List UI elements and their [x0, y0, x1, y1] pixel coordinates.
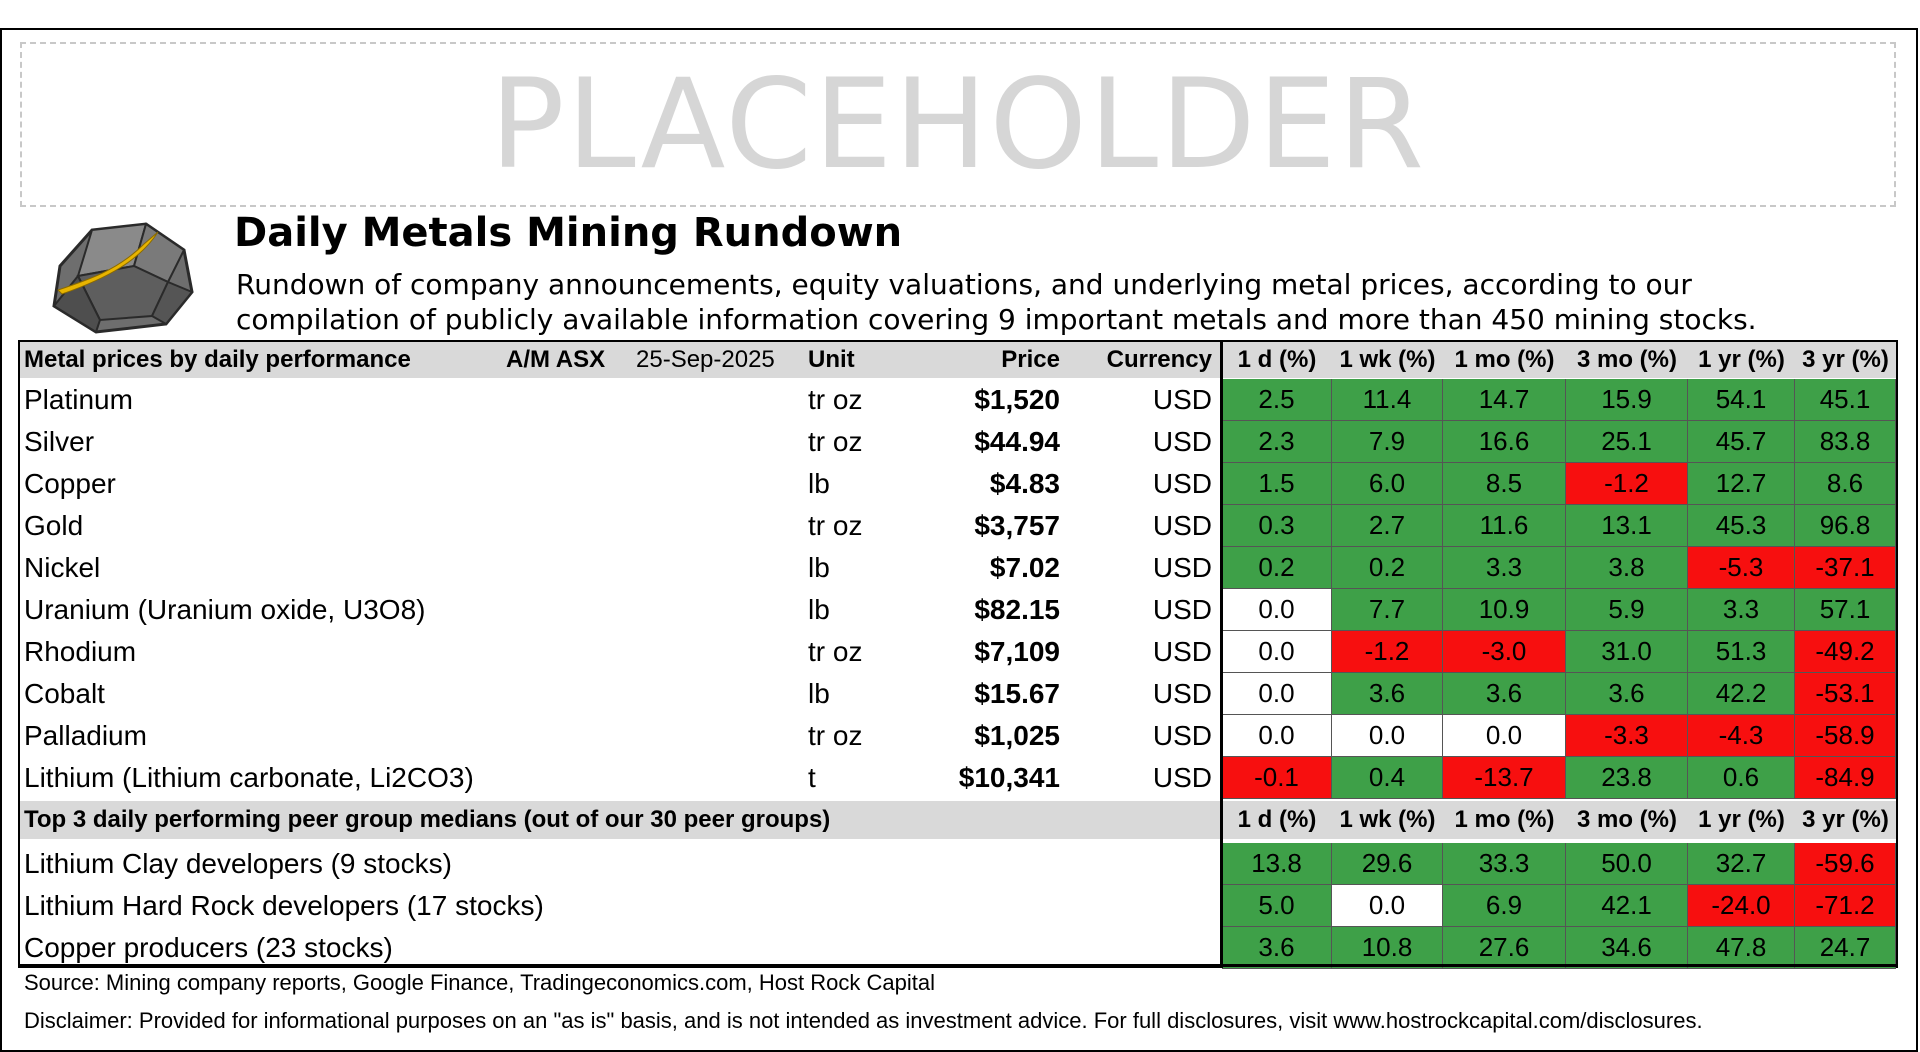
- metal-unit: lb: [808, 468, 830, 499]
- metal-currency: USD: [1152, 720, 1212, 751]
- metal-currency: USD: [1152, 510, 1212, 541]
- metal-change-cell: 16.6: [1443, 421, 1566, 463]
- prices-header-currency: Currency: [1106, 346, 1212, 373]
- prices-header-period: 1 d (%): [1222, 342, 1332, 378]
- metal-price: $4.83: [989, 468, 1060, 499]
- peers-header-period: 1 mo (%): [1443, 801, 1566, 839]
- metal-unit: lb: [808, 552, 830, 583]
- prices-header-unit: Unit: [808, 346, 855, 373]
- report-subtitle: [236, 267, 1896, 337]
- peer-change-cell: 24.7: [1795, 927, 1896, 969]
- peer-group-name: Lithium Clay developers (9 stocks): [24, 848, 452, 879]
- metal-change-cell: 45.3: [1688, 505, 1795, 547]
- peer-change-cell: -59.6: [1795, 843, 1896, 885]
- metal-unit: tr oz: [808, 720, 863, 751]
- metal-unit: tr oz: [808, 384, 863, 415]
- metal-change-cell: 10.9: [1443, 589, 1566, 631]
- peer-change-cell: 5.0: [1222, 885, 1332, 927]
- metal-name: Platinum: [24, 384, 133, 415]
- peers-header-label: Top 3 daily performing peer group medians (out of our 30 peer groups): [24, 806, 831, 833]
- metal-currency: USD: [1152, 762, 1212, 793]
- metal-change-cell: 0.2: [1222, 547, 1332, 589]
- metal-change-cell: -4.3: [1688, 715, 1795, 757]
- metal-price: $3,757: [974, 510, 1060, 541]
- report-title: Daily Metals Mining Rundown: [234, 210, 903, 256]
- metal-change-cell: 15.9: [1566, 379, 1688, 421]
- metal-currency: USD: [1152, 636, 1212, 667]
- peer-change-cell: 6.9: [1443, 885, 1566, 927]
- metal-change-cell: -3.3: [1566, 715, 1688, 757]
- metal-unit: tr oz: [808, 510, 863, 541]
- metal-change-cell: 0.0: [1222, 715, 1332, 757]
- peer-change-cell: 33.3: [1443, 843, 1566, 885]
- placeholder-banner: [20, 42, 1896, 207]
- metal-change-cell: -5.3: [1688, 547, 1795, 589]
- metal-change-cell: 11.4: [1332, 379, 1443, 421]
- metal-change-cell: 45.1: [1795, 379, 1896, 421]
- metal-name: Cobalt: [24, 678, 105, 709]
- metal-change-cell: 1.5: [1222, 463, 1332, 505]
- peers-header-period: 3 yr (%): [1795, 801, 1896, 839]
- peer-change-cell: -71.2: [1795, 885, 1896, 927]
- metal-change-cell: 5.9: [1566, 589, 1688, 631]
- metal-unit: lb: [808, 594, 830, 625]
- metal-change-cell: 0.0: [1222, 631, 1332, 673]
- metal-change-cell: 2.5: [1222, 379, 1332, 421]
- metal-name: Palladium: [24, 720, 147, 751]
- footer-separator: [18, 964, 1898, 967]
- disclaimer-note: Disclaimer: Provided for informational purposes on an "as is" basis, and is not intended as investment advice. For full disclosures, visit www.hostrockcapital.com/disclosures.: [24, 1008, 1703, 1033]
- prices-header-price: Price: [1001, 346, 1060, 373]
- metal-change-cell: 25.1: [1566, 421, 1688, 463]
- metal-change-cell: 3.6: [1443, 673, 1566, 715]
- peers-header-period: 1 d (%): [1222, 801, 1332, 839]
- metal-change-cell: 0.0: [1332, 715, 1443, 757]
- metal-change-cell: 12.7: [1688, 463, 1795, 505]
- peer-change-cell: 50.0: [1566, 843, 1688, 885]
- metal-change-cell: 8.6: [1795, 463, 1896, 505]
- metal-change-cell: -84.9: [1795, 757, 1896, 799]
- column-divider: [1220, 340, 1223, 968]
- metal-change-cell: -49.2: [1795, 631, 1896, 673]
- peer-change-cell: 0.0: [1332, 885, 1443, 927]
- peer-group-name: Copper producers (23 stocks): [24, 932, 393, 963]
- metal-name: Rhodium: [24, 636, 137, 667]
- metal-change-cell: 7.9: [1332, 421, 1443, 463]
- metal-change-cell: 0.4: [1332, 757, 1443, 799]
- prices-header-period: 3 yr (%): [1795, 342, 1896, 378]
- metal-price: $7,109: [974, 636, 1060, 667]
- peer-change-cell: 47.8: [1688, 927, 1795, 969]
- metal-change-cell: 3.8: [1566, 547, 1688, 589]
- metal-change-cell: -13.7: [1443, 757, 1566, 799]
- metal-change-cell: 3.6: [1566, 673, 1688, 715]
- metal-currency: USD: [1152, 384, 1212, 415]
- peers-header-period: 3 mo (%): [1566, 801, 1688, 839]
- metal-change-cell: 54.1: [1688, 379, 1795, 421]
- metal-change-cell: 42.2: [1688, 673, 1795, 715]
- metal-change-cell: -3.0: [1443, 631, 1566, 673]
- metal-name: Uranium (Uranium oxide, U3O8): [24, 594, 426, 625]
- peer-change-cell: 10.8: [1332, 927, 1443, 969]
- metal-unit: t: [808, 762, 816, 793]
- metal-change-cell: 2.7: [1332, 505, 1443, 547]
- metal-price: $82.15: [974, 594, 1060, 625]
- metal-change-cell: 31.0: [1566, 631, 1688, 673]
- metal-currency: USD: [1152, 678, 1212, 709]
- peers-header-period: 1 wk (%): [1332, 801, 1443, 839]
- metal-name: Silver: [24, 426, 95, 457]
- metal-change-cell: -0.1: [1222, 757, 1332, 799]
- metal-change-cell: 8.5: [1443, 463, 1566, 505]
- metal-unit: lb: [808, 678, 830, 709]
- metal-change-cell: 13.1: [1566, 505, 1688, 547]
- metal-price: $44.94: [974, 426, 1060, 457]
- prices-header-session: A/M ASX: [506, 346, 606, 373]
- metal-currency: USD: [1152, 594, 1212, 625]
- metal-change-cell: 0.0: [1443, 715, 1566, 757]
- metal-price: $7.02: [989, 552, 1060, 583]
- metal-change-cell: 11.6: [1443, 505, 1566, 547]
- metal-change-cell: -1.2: [1566, 463, 1688, 505]
- metal-change-cell: 57.1: [1795, 589, 1896, 631]
- metal-change-cell: -58.9: [1795, 715, 1896, 757]
- metal-price: $10,341: [958, 762, 1060, 793]
- metal-change-cell: 2.3: [1222, 421, 1332, 463]
- metal-change-cell: 45.7: [1688, 421, 1795, 463]
- metal-currency: USD: [1152, 426, 1212, 457]
- metal-currency: USD: [1152, 552, 1212, 583]
- peer-change-cell: 13.8: [1222, 843, 1332, 885]
- prices-header-period: 1 mo (%): [1443, 342, 1566, 378]
- peer-change-cell: 42.1: [1566, 885, 1688, 927]
- metal-currency: USD: [1152, 468, 1212, 499]
- metal-change-cell: 0.3: [1222, 505, 1332, 547]
- metal-change-cell: 0.6: [1688, 757, 1795, 799]
- metal-change-cell: -1.2: [1332, 631, 1443, 673]
- metal-name: Nickel: [24, 552, 101, 583]
- metal-change-cell: 3.3: [1688, 589, 1795, 631]
- metal-price: $15.67: [974, 678, 1060, 709]
- metal-unit: tr oz: [808, 636, 863, 667]
- placeholder-text: PLACEHOLDER: [489, 52, 1427, 197]
- peer-change-cell: -24.0: [1688, 885, 1795, 927]
- metal-change-cell: 3.3: [1443, 547, 1566, 589]
- metal-name: Copper: [24, 468, 116, 499]
- peer-change-cell: 32.7: [1688, 843, 1795, 885]
- metal-name: Lithium (Lithium carbonate, Li2CO3): [24, 762, 474, 793]
- metal-unit: tr oz: [808, 426, 863, 457]
- metal-change-cell: 51.3: [1688, 631, 1795, 673]
- metal-change-cell: 6.0: [1332, 463, 1443, 505]
- metal-change-cell: -37.1: [1795, 547, 1896, 589]
- peer-change-cell: 29.6: [1332, 843, 1443, 885]
- metal-change-cell: 3.6: [1332, 673, 1443, 715]
- rock-logo-icon: [48, 220, 194, 336]
- metal-change-cell: 0.2: [1332, 547, 1443, 589]
- prices-header-period: 1 yr (%): [1688, 342, 1795, 378]
- source-note: Source: Mining company reports, Google Finance, Tradingeconomics.com, Host Rock Capital: [24, 970, 935, 995]
- peer-change-cell: 3.6: [1222, 927, 1332, 969]
- metal-change-cell: 0.0: [1222, 589, 1332, 631]
- peer-change-cell: 34.6: [1566, 927, 1688, 969]
- metal-name: Gold: [24, 510, 84, 541]
- metal-change-cell: 14.7: [1443, 379, 1566, 421]
- metal-change-cell: -53.1: [1795, 673, 1896, 715]
- peer-change-cell: 27.6: [1443, 927, 1566, 969]
- prices-header-label: Metal prices by daily performance: [24, 346, 411, 373]
- peers-header-period: 1 yr (%): [1688, 801, 1795, 839]
- metal-change-cell: 7.7: [1332, 589, 1443, 631]
- peer-group-name: Lithium Hard Rock developers (17 stocks): [24, 890, 544, 921]
- metal-change-cell: 96.8: [1795, 505, 1896, 547]
- metal-price: $1,025: [974, 720, 1060, 751]
- subtitle-line-1: Rundown of company announcements, equity valuations, and underlying metal prices, according to our: [236, 268, 1692, 301]
- subtitle-line-2: compilation of publicly available information covering 9 important metals and more than 450 mining stocks.: [236, 303, 1757, 336]
- prices-header-period: 1 wk (%): [1332, 342, 1443, 378]
- prices-header-period: 3 mo (%): [1566, 342, 1688, 378]
- prices-header-date: 25-Sep-2025: [636, 346, 775, 373]
- metal-price: $1,520: [974, 384, 1060, 415]
- metal-change-cell: 83.8: [1795, 421, 1896, 463]
- metal-change-cell: 0.0: [1222, 673, 1332, 715]
- metal-change-cell: 23.8: [1566, 757, 1688, 799]
